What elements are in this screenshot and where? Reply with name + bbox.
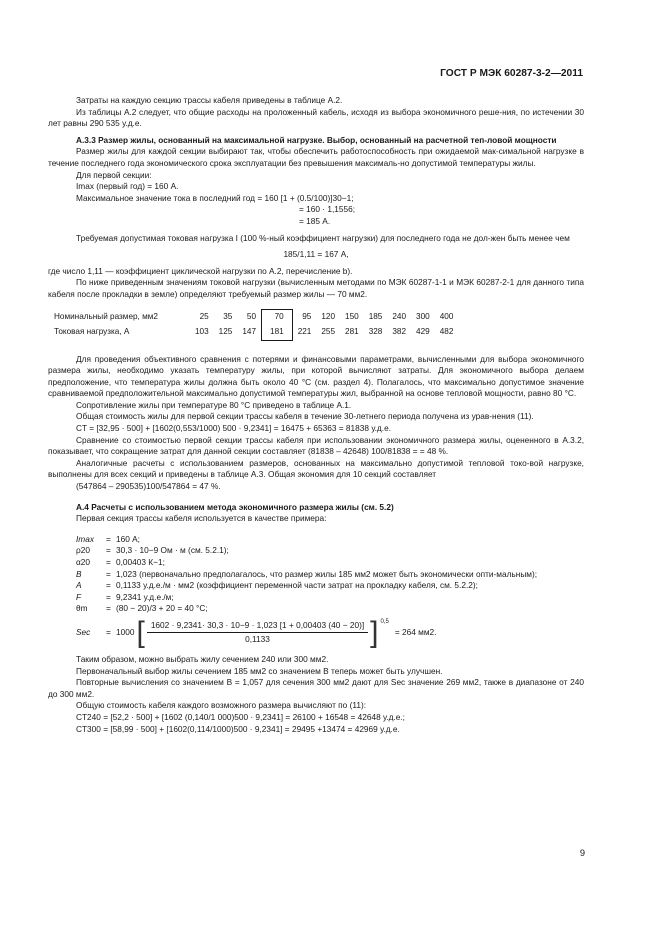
list-item: F = 9,2341 у.д.е./м;: [76, 592, 584, 604]
paragraph: Повторные вычисления со значением B = 1,057 для сечения 300 мм2 дают для Sec значение 269 мм2, также в диапазоне от 240 до 300 мм2.: [48, 677, 584, 699]
table-cell: 147: [242, 327, 257, 337]
table-cell: 50: [246, 311, 257, 321]
table-cell: 120: [321, 311, 336, 321]
table-cell: 255: [321, 327, 336, 337]
table-cell: 185: [368, 311, 383, 321]
table-row: [54, 309, 458, 325]
paragraph: Общую стоимость кабеля каждого возможного размера вычисляют по (11):: [76, 700, 367, 711]
table-cell: 400: [439, 311, 454, 321]
paragraph: Общая стоимость жилы для первой секции трассы кабеля в течение 30-летнего периода получена из урав-нения (11).: [76, 411, 534, 422]
variable-symbol: Sec: [76, 627, 91, 638]
table-cell: 482: [439, 327, 454, 337]
formula-line: = 185 А.: [299, 215, 331, 226]
list-item: A = 0,1133 у.д.е./м · мм2 (коэффициент переменной части затрат на прокладку кабеля, см. 5.2.2);: [76, 580, 584, 592]
table-cell: 300: [416, 311, 430, 321]
table-row-label: Номинальный размер, мм2: [54, 311, 158, 321]
paragraph: Первая секция трассы кабеля используется в качестве примера:: [76, 513, 327, 524]
variable-symbol: F: [76, 591, 82, 602]
table-cell: 240: [392, 311, 407, 321]
paragraph: По ниже приведенным значениям токовой нагрузки (вычисленным методами по МЭК 60287-1-1 и МЭК 60287-2-1 для данного типа кабеля после прокладки в земле) определяют требуемый размер жилы — 70 мм2.: [48, 277, 584, 299]
variable-symbol: B: [76, 568, 82, 579]
table-cell: 221: [297, 327, 312, 337]
table-cell: 281: [345, 327, 359, 337]
paragraph: Первоначальный выбор жилы сечением 185 мм2 со значением B теперь может быть улучшен.: [76, 665, 443, 676]
fraction: [147, 620, 368, 646]
paragraph: Для проведения объективного сравнения с потерями и финансовыми параметрами, вычисленными для выбора экономичного размера жилы, необходимо указать температуру жилы, при которой вычисляют затраты. Для экономичного выбора делаем предположение, что температура жилы должна быть около 40 °С (см. раздел 4). Полагалось, что максимально допустимое значение сравниваемой предположительной максимально допустимой температуры жил, выбранной на основе тепловой мощности, равно 80 °С.: [48, 353, 584, 399]
table-cell: 95: [302, 311, 312, 321]
paragraph: Затраты на каждую секцию трассы кабеля приведены в таблице А.2.: [76, 95, 343, 105]
paragraph: Размер жилы для каждой секции выбирают так, чтобы обеспечить работоспособность при ожидаемой мак-симальной нагрузке в течение последнего года экономического срока эксплуатации без превышения максималь-но допустимой температуры жилы.: [48, 146, 584, 168]
variable-value: 0,1133 у.д.е./м · мм2 (коэффициент переменной части затрат на прокладку кабеля, см. 5.2.2);: [116, 580, 478, 591]
paragraph: Аналогичные расчеты с использованием размеров, основанных на максимально допустимой тепловой токо-вой нагрузке, выполнены для всех секций и приведены в таблице А.3. Общая экономия для 10 секций составляет: [48, 457, 584, 480]
list-item: B = 1,023 (первоначально предполагалось, что размер жилы 185 мм2 может быть экономически опти-мальным);: [76, 569, 584, 581]
table-row-label: Токовая нагрузка, А: [54, 327, 130, 337]
variable-symbol: θm: [76, 603, 88, 614]
formula-power: 0,5: [380, 619, 389, 626]
variable-value: 0,00403 К−1;: [116, 557, 165, 567]
paragraph: Сопротивление жилы при температуре 80 °С приведено в таблице А.1.: [76, 399, 352, 410]
formula-result: = 264 мм2.: [394, 627, 437, 638]
formula-line: CT300 = [58,99 · 500] + [1602(0,114/1000)500 · 9,2341] = 29495 +13474 = 42969 у.д.е.: [76, 723, 400, 734]
formula-line: CT = [32,95 · 500] + [1602(0,553/1000) 500 · 9,2341] = 16475 + 65363 = 81838 у.д.е.: [76, 423, 392, 434]
table-cell: 25: [199, 311, 209, 321]
formula-line: Максимальное значение тока в последний год = 160 [1 + (0.5/100)]30−1;: [76, 192, 354, 203]
fraction-numerator: 1602 · 9,2341· 30,3 · 10−9 · 1,023 [1 + 0,00403 (40 − 20)]: [147, 620, 368, 634]
bracket-open: [: [136, 615, 145, 649]
formula-line: CT240 = [52,2 · 500] + [1602 (0,140/1 000)500 · 9,2341] = 26100 + 16548 = 42648 у.д.е.;: [76, 711, 405, 722]
list-item: θm = (80 − 20)/3 + 20 = 40 °С;: [76, 603, 584, 615]
formula-prefix: 1000: [116, 627, 135, 638]
fraction-denominator: 0,1133: [245, 634, 270, 645]
variable-symbol: ρ20: [76, 545, 90, 556]
paragraph: Для первой секции:: [76, 169, 152, 180]
variable-value: 30,3 · 10−9 Ом · м (см. 5.2.1);: [116, 545, 229, 556]
formula-line: 185/1,11 = 167 А,: [283, 249, 349, 260]
table-cell: 35: [223, 311, 233, 321]
variable-list: [48, 534, 584, 648]
page-number: 9: [579, 848, 585, 858]
table-cell-highlight: 70: [262, 309, 293, 325]
variable-value: 160 А;: [116, 533, 140, 544]
bracket-close: ]: [370, 615, 379, 649]
table-row: [54, 325, 458, 341]
list-item: α20 = 0,00403 К−1;: [76, 557, 584, 569]
section-heading: А.3.3 Размер жилы, основанный на максимальной нагрузке. Выбор, основанный на расчетной теп-ловой мощности: [76, 134, 557, 145]
paragraph: где число 1,11 — коэффициент циклической нагрузки по А.2, перечисление b).: [48, 265, 353, 276]
table-cell-highlight: 181: [262, 325, 293, 341]
table-cell: 382: [392, 327, 407, 337]
table-cell: 125: [218, 327, 233, 337]
page-content: [48, 95, 584, 735]
variable-value: 9,2341 у.д.е./м;: [116, 591, 174, 602]
list-item: ρ20 = 30,3 · 10−9 Ом · м (см. 5.2.1);: [76, 545, 584, 557]
formula-line: Imax (первый год) = 160 А.: [76, 181, 179, 192]
table-cell: 328: [368, 327, 383, 337]
table-cell: 429: [416, 327, 430, 337]
section-heading: А.4 Расчеты с использованием метода экономичного размера жилы (см. 5.2): [76, 501, 394, 512]
variable-symbol: α20: [76, 557, 91, 567]
paragraph: Из таблицы А.2 следует, что общие расходы на проложенный кабель, исходя из выбора экономичного реше-ния, по истечении 30 лет равны 290 535 у.д.е.: [48, 106, 584, 129]
page-header: ГОСТ Р МЭК 60287-3-2—2011: [440, 68, 583, 79]
table-cell: 103: [195, 327, 209, 337]
variable-value: 1,023 (первоначально предполагалось, что размер жилы 185 мм2 может быть экономически опти-мальным);: [116, 568, 538, 579]
sec-formula: Sec = 1000 [ $\frac{1602 \cdot 9,2341\cdot 30,3 \cdot 10-9 \cdot 1,023 [1 + 0,00403 (40 - 20)]}{0,1133}$ ] 0,5 = 264 мм2.: [76, 615, 437, 649]
list-item: Imax = 160 А;: [76, 534, 584, 546]
variable-symbol: A: [76, 580, 82, 591]
variable-symbol: Imax: [76, 533, 94, 544]
paragraph: Таким образом, можно выбрать жилу сечением 240 или 300 мм2.: [76, 653, 329, 664]
paragraph: Требуемая допустимая токовая нагрузка I (100 %-ный коэффициент нагрузки) для последнего года не дол-жен быть менее чем: [76, 232, 570, 243]
variable-value: (80 − 20)/3 + 20 = 40 °С;: [116, 603, 208, 614]
paragraph: Сравнение со стоимостью первой секции трассы кабеля при использовании экономичного размера жилы, оцененного в А.3.2, показывает, что сокращение затрат для данной секции составляет (81838 – 42648) 100/81838 = = 48 %.: [48, 434, 584, 457]
formula-line: = 160 · 1,1556;: [299, 204, 356, 215]
table-cell: 150: [345, 311, 359, 321]
formula-line: (547864 – 290535)100/547864 = 47 %.: [76, 481, 221, 492]
size-current-table: [54, 309, 458, 341]
